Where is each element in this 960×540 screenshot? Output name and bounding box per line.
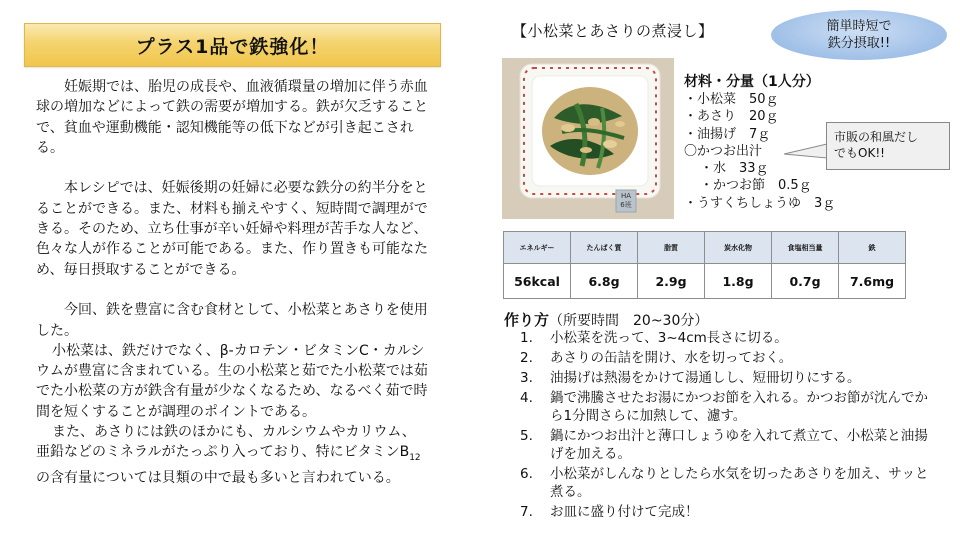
callout-note	[826, 122, 950, 170]
ingredient-item: 〇かつお出汁	[684, 143, 763, 159]
ingredient-item: ・あさり 20ｇ	[684, 109, 779, 125]
ingredient-item: ・小松菜 50ｇ	[684, 92, 779, 107]
step-text: 鍋で沸騰させたお湯にかつお節を入れる。かつお節が沈んでから1分間さらに加熱して、濾す。	[550, 390, 928, 424]
steps-title	[504, 309, 708, 330]
nutrition-value: 56kcal	[504, 264, 571, 299]
ingredient-item: ・水 33ｇ	[700, 161, 769, 177]
dish-photo-art	[502, 58, 674, 219]
steps-list	[520, 329, 930, 523]
nutrition-header: 食塩相当量	[772, 232, 839, 264]
nutrition-value: 1.8g	[705, 264, 772, 299]
nutrition-table	[503, 231, 906, 299]
steps-time: （所要時間 20~30分）	[549, 313, 709, 329]
step-number: 3.	[520, 370, 533, 386]
step-item	[520, 465, 930, 501]
step-text: お皿に盛り付けて完成！	[550, 504, 699, 520]
step-text: 油揚げは熱湯をかけて湯通しし、短冊切りにする。	[550, 370, 861, 386]
nutrition-value: 6.8g	[571, 264, 638, 299]
nutrition-value: 2.9g	[638, 264, 705, 299]
step-text: あさりの缶詰を開け、水を切っておく。	[550, 350, 793, 366]
step-number: 4.	[520, 390, 533, 406]
intro-paragraph-5: また、あさりには鉄のほかにも、カルシウムやカリウム、亜鉛などのミネラルがたっぷり入っており、特にビタミン$B_{12}$の含有量については貝類の中で最も多いと言われている。	[36, 424, 421, 487]
callout-line-2: でもOK!!	[834, 146, 885, 160]
nutrition-value-row	[504, 264, 906, 299]
callout-pointer	[784, 142, 828, 162]
ingredients-title: 材料・分量（1人分）	[684, 74, 820, 90]
nutrition-header-row	[504, 232, 906, 264]
intro-paragraph-1: 妊娠期では、胎児の成長や、血液循環量の増加に伴う赤血球の増加などによって鉄の需要が増加する。鉄が欠乏することで、貧血や運動機能・認知機能等の低下などが引き起こされる。	[36, 79, 428, 156]
step-number: 7.	[520, 504, 533, 520]
ingredient-item: ・油揚げ 7ｇ	[684, 126, 771, 142]
step-item	[520, 503, 930, 521]
intro-paragraph-2: 本レシピでは、妊娠後期の妊婦に必要な鉄分の約半分をとることができる。また、材料も揃えやすく、短時間で調理ができる。そのため、立ち仕事が辛い妊婦や料理が苦手な人など、色々な人が作ることが可能である。また、作り置きも可能なため、毎日摂取することができる。	[36, 180, 428, 278]
nutrition-header: 炭水化物	[705, 232, 772, 264]
step-item	[520, 427, 930, 463]
intro-paragraph-3: 今回、鉄を豊富に含む食材として、小松菜とあさりを使用した。	[36, 302, 428, 339]
bubble-line-1: 簡単時短で	[826, 19, 892, 34]
ingredient-item: ・かつお節 0.5ｇ	[700, 178, 812, 194]
intro-paragraph-4: 小松菜は、鉄だけでなく、β-カロテン・ビタミンC・カルシウムが豊富に含まれている。生の小松菜と茹でた小松菜では茹でた小松菜の方が鉄含有量が少なくなるため、なるべく茹で時間を短くすることが調理のポイントである。	[36, 342, 428, 420]
nutrition-value: 0.7g	[772, 264, 839, 299]
bubble-line-2: 鉄分摂取!!	[827, 36, 891, 51]
page-title: プラス1品で鉄強化！	[135, 35, 330, 58]
step-item	[520, 329, 930, 347]
step-text: 鍋にかつお出汁と薄口しょうゆを入れて煮立て、小松菜と油揚げを加える。	[550, 428, 928, 462]
nutrition-header: 鉄	[839, 232, 906, 264]
nutrition-header: エネルギー	[504, 232, 571, 264]
title-banner	[24, 23, 441, 67]
nutrition-header: たんぱく質	[571, 232, 638, 264]
photo-label: HA 6班	[620, 192, 632, 209]
step-number: 6.	[520, 466, 533, 482]
step-text: 小松菜がしんなりとしたら水気を切ったあさりを加え、サッと煮る。	[550, 466, 929, 500]
step-item	[520, 349, 930, 367]
steps-heading: 作り方	[504, 311, 550, 329]
ingredient-item: ・うすくちしょうゆ 3ｇ	[684, 195, 836, 211]
step-text: 小松菜を洗って、3~4cm長さに切る。	[550, 330, 788, 346]
step-item	[520, 369, 930, 387]
nutrition-header: 脂質	[638, 232, 705, 264]
nutrition-value: 7.6mg	[839, 264, 906, 299]
intro-text	[36, 77, 429, 489]
dish-photo	[502, 58, 674, 219]
recipe-title: 【小松菜とあさりの煮浸し】	[512, 22, 714, 40]
step-number: 1.	[520, 330, 533, 346]
step-number: 2.	[520, 350, 533, 366]
callout-line-1: 市販の和風だし	[834, 130, 919, 144]
step-item	[520, 389, 930, 425]
promo-bubble	[771, 10, 947, 60]
step-number: 5.	[520, 428, 533, 444]
